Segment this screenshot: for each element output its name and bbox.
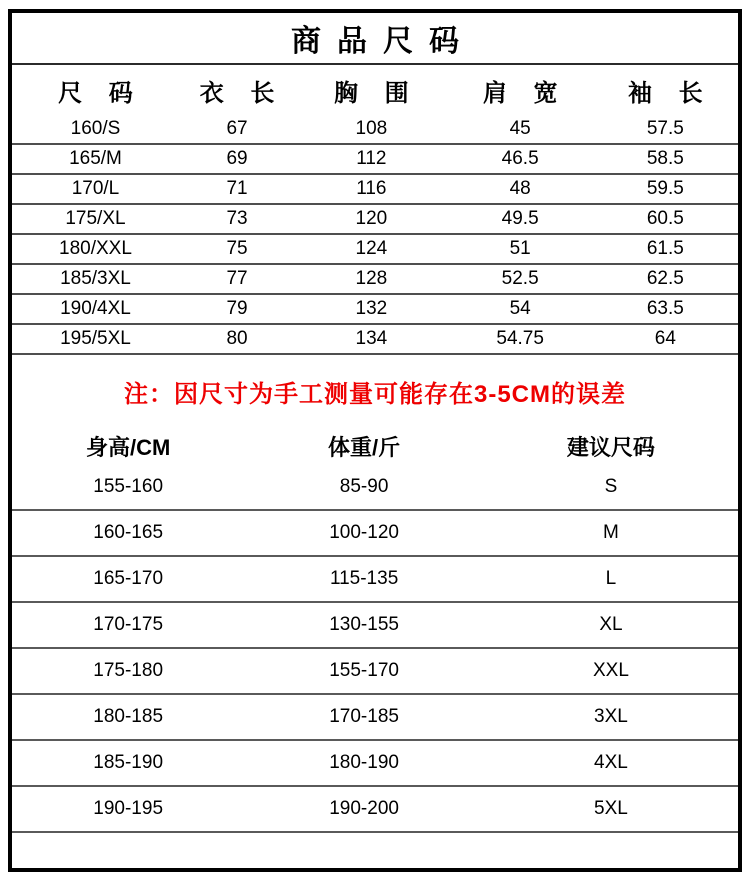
shoulder-cell: 54: [509, 298, 531, 319]
size-cell: 170/L: [71, 178, 120, 199]
size-cell: 175/XL: [65, 208, 126, 229]
column-header-size: 尺 码: [58, 79, 143, 107]
height-cell: 160-165: [93, 522, 164, 543]
measurement-note: 注：因尺寸为手工测量可能存在3-5CM的误差: [123, 380, 626, 408]
height-cell: 165-170: [93, 568, 164, 589]
length-cell: 80: [226, 328, 248, 349]
sleeve-cell: 60.5: [646, 208, 684, 229]
length-cell: 69: [226, 148, 248, 169]
shoulder-cell: 52.5: [501, 268, 539, 289]
chest-cell: 112: [356, 148, 387, 169]
size-table-row: [12, 295, 738, 325]
length-cell: 75: [226, 238, 248, 259]
column-header-chest: 胸 围: [334, 79, 419, 107]
sleeve-cell: 64: [654, 328, 676, 349]
recommended-size-cell: 4XL: [594, 752, 628, 773]
title-bar: [12, 13, 738, 65]
fit-table-row: [12, 741, 738, 787]
recommended-size-cell: XL: [599, 614, 623, 635]
length-cell: 71: [226, 178, 248, 199]
weight-cell: 155-170: [329, 660, 399, 681]
fit-table-header-row: [12, 427, 738, 465]
size-table-row: [12, 115, 738, 145]
height-cell: 180-185: [93, 706, 164, 727]
height-cell: 190-195: [93, 798, 164, 819]
sleeve-cell: 62.5: [646, 268, 684, 289]
column-header-height: 身高/CM: [85, 434, 171, 460]
size-table-row: [12, 265, 738, 295]
chest-cell: 116: [356, 178, 387, 199]
recommended-size-cell: 3XL: [594, 706, 628, 727]
shoulder-cell: 48: [509, 178, 531, 199]
column-header-length: 衣 长: [199, 79, 285, 107]
size-cell: 165/M: [69, 148, 122, 169]
weight-cell: 180-190: [329, 752, 399, 773]
chest-cell: 124: [355, 238, 388, 259]
size-table-row: [12, 325, 738, 355]
fit-table-row: [12, 649, 738, 695]
fit-table-row: [12, 557, 738, 603]
length-cell: 77: [226, 268, 248, 289]
length-cell: 73: [226, 208, 248, 229]
weight-cell: 85-90: [339, 476, 389, 497]
shoulder-cell: 46.5: [501, 148, 539, 169]
column-header-sleeve: 袖 长: [628, 79, 713, 107]
size-cell: 185/3XL: [60, 268, 131, 289]
fit-table-row: [12, 787, 738, 833]
size-table-row: [12, 205, 738, 235]
chest-cell: 120: [355, 208, 388, 229]
sleeve-cell: 58.5: [646, 148, 684, 169]
length-cell: 79: [226, 298, 248, 319]
column-header-recommended-size: 建议尺码: [566, 434, 655, 460]
size-table-row: [12, 145, 738, 175]
height-cell: 155-160: [93, 476, 164, 497]
shoulder-cell: 51: [509, 238, 531, 259]
column-header-weight: 体重/斤: [328, 434, 401, 460]
chest-cell: 108: [355, 118, 388, 139]
recommended-size-cell: L: [605, 568, 617, 589]
fit-table-row: [12, 603, 738, 649]
chest-cell: 134: [355, 328, 388, 349]
column-header-shoulder: 肩 宽: [482, 79, 568, 107]
chest-cell: 132: [355, 298, 388, 319]
size-table-row: [12, 235, 738, 265]
size-cell: 190/4XL: [60, 298, 131, 319]
size-table-row: [12, 175, 738, 205]
length-cell: 67: [226, 118, 248, 139]
fit-table-row: [12, 465, 738, 511]
recommended-size-cell: M: [603, 522, 619, 543]
shoulder-cell: 45: [509, 118, 531, 139]
page-title: 商品尺码: [291, 25, 475, 58]
fit-table-row: [12, 695, 738, 741]
recommended-size-cell: S: [604, 476, 618, 497]
sleeve-cell: 59.5: [646, 178, 684, 199]
height-cell: 185-190: [93, 752, 164, 773]
weight-cell: 170-185: [329, 706, 399, 727]
weight-cell: 100-120: [329, 522, 399, 543]
size-chart-frame: [8, 9, 742, 872]
height-cell: 170-175: [93, 614, 164, 635]
weight-cell: 130-155: [329, 614, 399, 635]
weight-cell: 115-135: [329, 568, 399, 589]
weight-cell: 190-200: [329, 798, 399, 819]
fit-table-row: [12, 511, 738, 557]
shoulder-cell: 54.75: [496, 328, 544, 349]
height-cell: 175-180: [93, 660, 164, 681]
chest-cell: 128: [355, 268, 388, 289]
recommended-size-cell: XXL: [592, 660, 629, 681]
bottom-empty-row: [12, 833, 738, 868]
size-table-header-row: [12, 65, 738, 115]
sleeve-cell: 57.5: [646, 118, 684, 139]
recommended-size-cell: 5XL: [594, 798, 628, 819]
size-cell: 195/5XL: [60, 328, 131, 349]
sleeve-cell: 61.5: [646, 238, 684, 259]
size-cell: 180/XXL: [59, 238, 132, 259]
sleeve-cell: 63.5: [646, 298, 684, 319]
shoulder-cell: 49.5: [501, 208, 539, 229]
size-cell: 160/S: [70, 118, 121, 139]
note-wrap: [12, 355, 738, 427]
